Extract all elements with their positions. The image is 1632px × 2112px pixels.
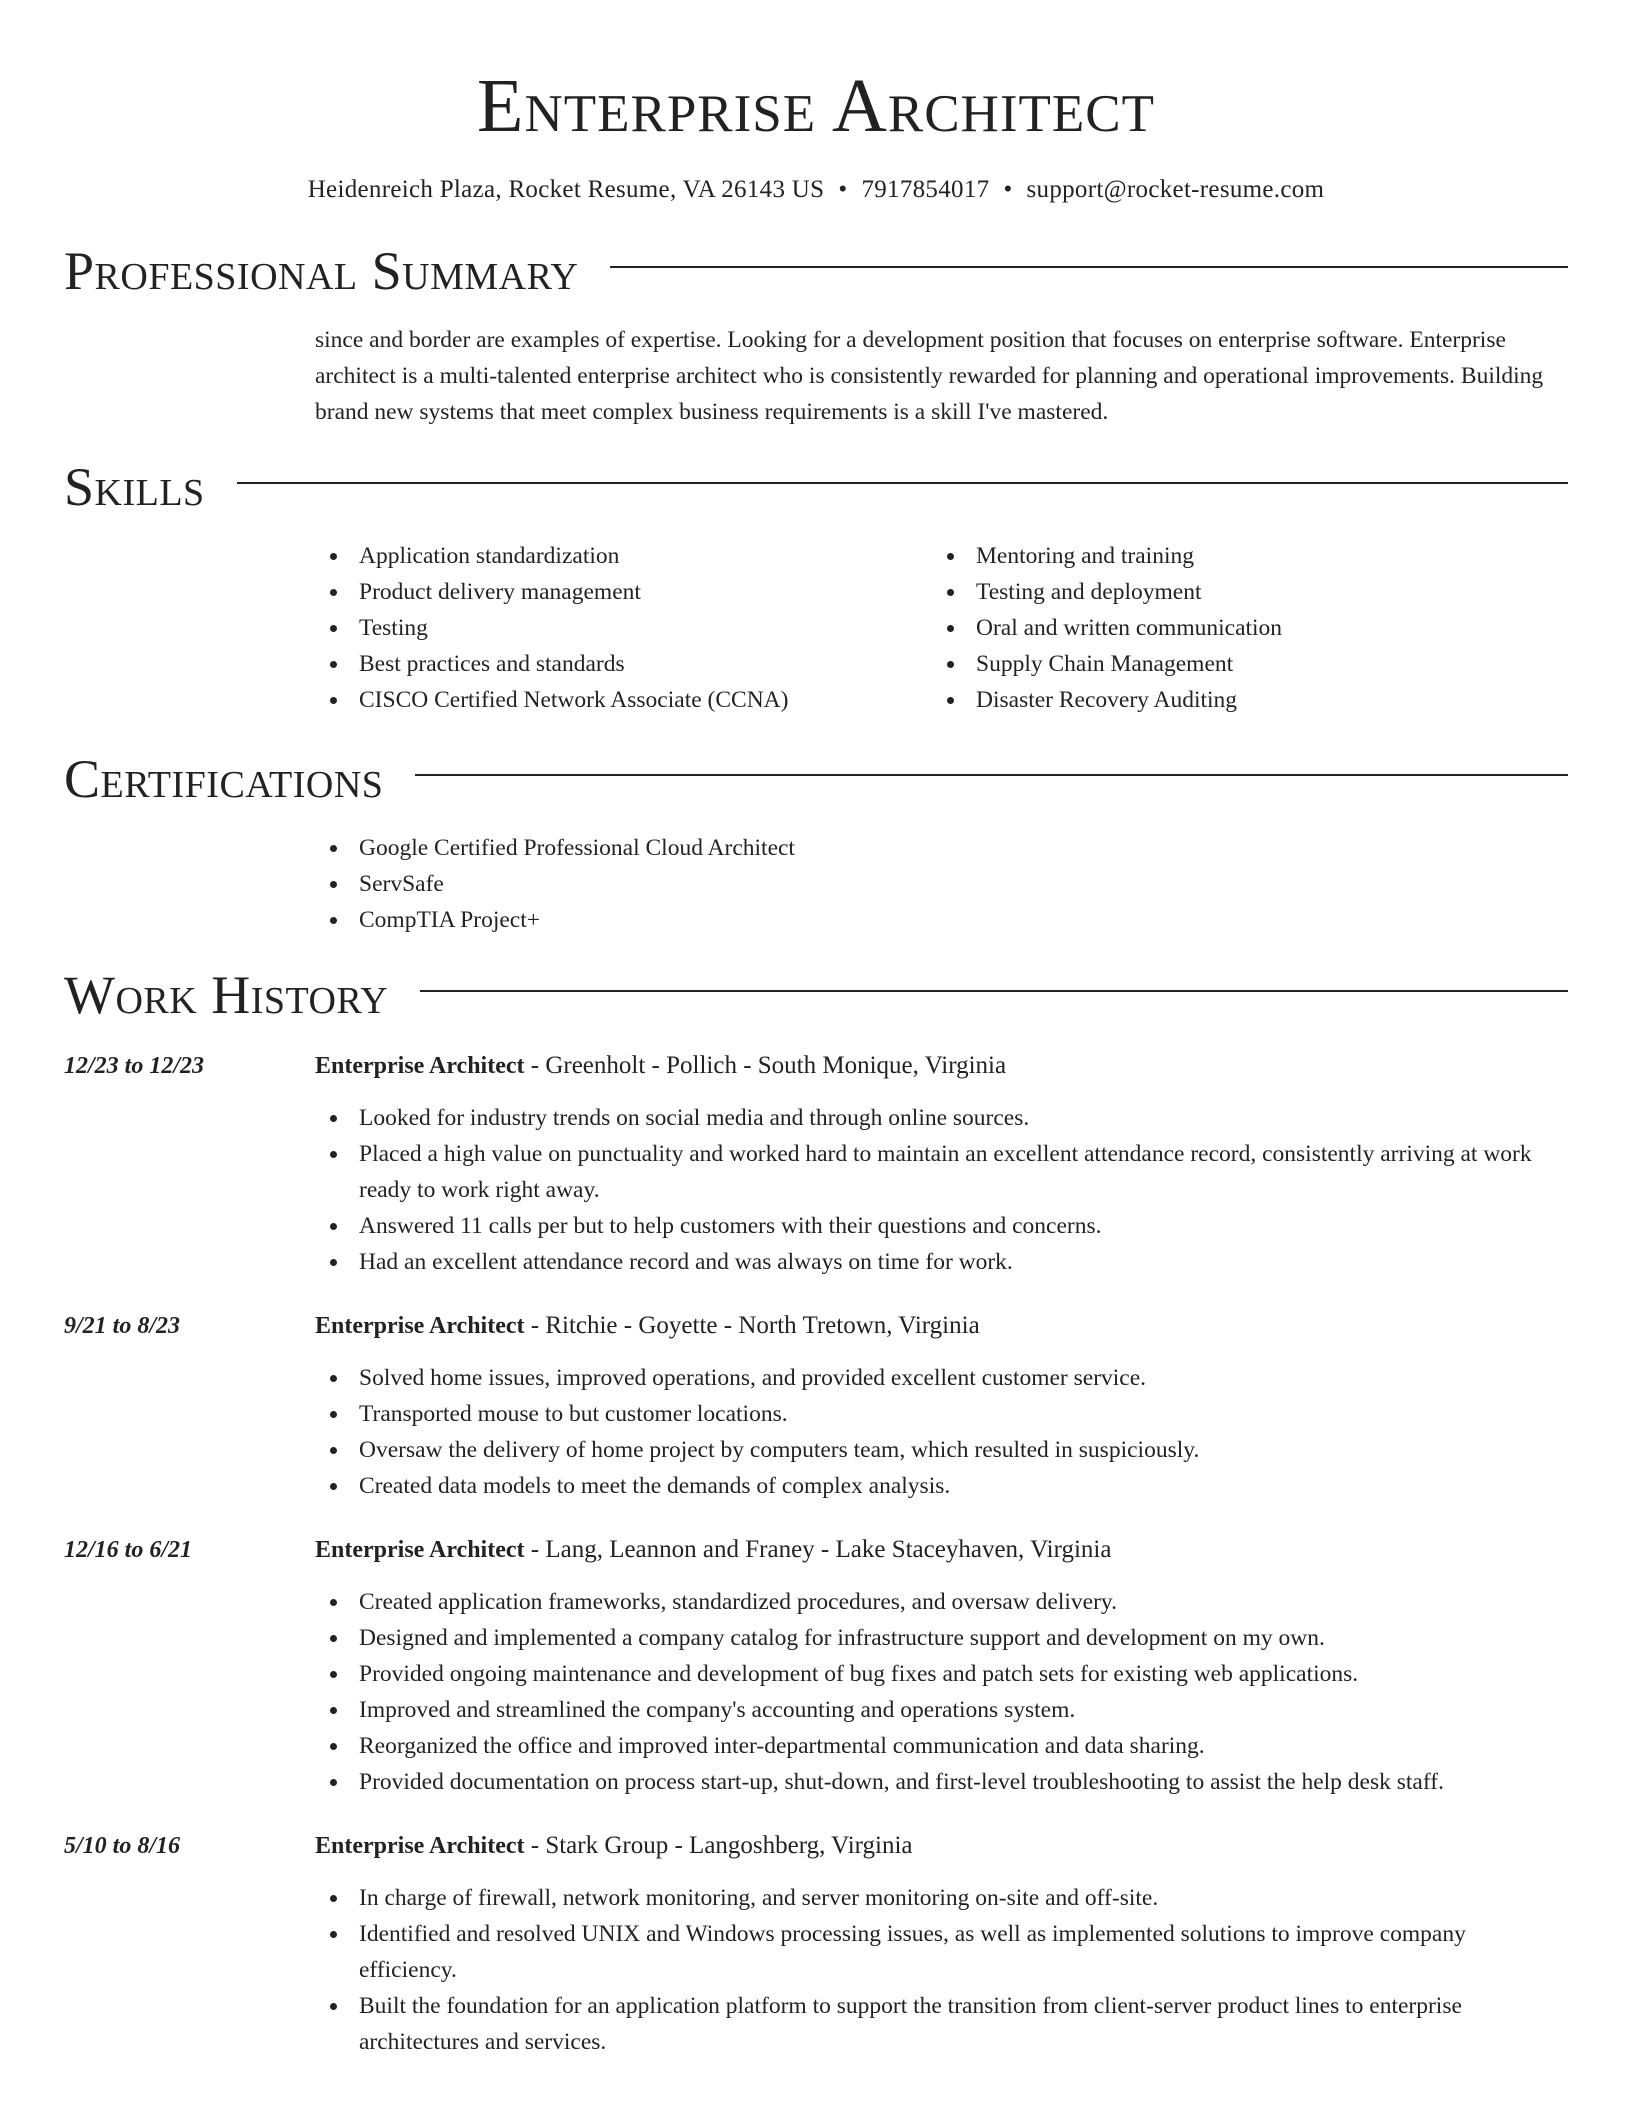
list-item: Provided ongoing maintenance and development of bug fixes and patch sets for existing web applications. [315, 1656, 1568, 1692]
list-item: Solved home issues, improved operations, and provided excellent customer service. [315, 1360, 1568, 1396]
candidate-name: Enterprise Architect [477, 64, 1155, 148]
list-item: Transported mouse to but customer locations. [315, 1396, 1568, 1432]
list-item: Looked for industry trends on social media and through online sources. [315, 1100, 1568, 1136]
list-item: Product delivery management [315, 574, 932, 610]
skills-heading: Skills [64, 457, 205, 517]
list-item: Built the foundation for an application platform to support the transition from client-server product lines to enterprise architectures and services. [315, 1988, 1568, 2060]
job-dates: 9/21 to 8/23 [64, 1313, 181, 1339]
job-dates: 5/10 to 8/16 [64, 1833, 181, 1859]
section-divider [237, 482, 1568, 484]
job-details [315, 1532, 1568, 1800]
work-section-header [64, 965, 1568, 1025]
list-item: Oral and written communication [932, 610, 1549, 646]
job-details [315, 1048, 1568, 1280]
contact-address: Heidenreich Plaza, Rocket Resume, VA 26143 US [307, 176, 825, 203]
summary-text: since and border are examples of expertise. Looking for a development position that focuses on enterprise software. Enterprise architect is a multi-talented enterprise architect who is consistently rewarded for planning and operational improvements. Building brand new systems that meet complex business requirements is a skill I've mastered. [315, 327, 1544, 425]
list-item: ServSafe [315, 866, 1568, 902]
contact-line [64, 176, 1568, 204]
summary-section-header [64, 241, 1568, 301]
certifications-list [315, 830, 1568, 938]
list-item: Google Certified Professional Cloud Architect [315, 830, 1568, 866]
job-entry [64, 1532, 1568, 1800]
job-role: Enterprise Architect [315, 1833, 525, 1859]
job-dates: 12/23 to 12/23 [64, 1053, 205, 1079]
skills-list [315, 538, 1568, 718]
job-title-line [315, 1828, 1568, 1864]
job-title-line [315, 1308, 1568, 1344]
job-details [315, 1308, 1568, 1504]
work-heading: Work History [64, 965, 389, 1025]
list-item: Disaster Recovery Auditing [932, 682, 1549, 718]
work-history-list [64, 1048, 1568, 2060]
job-employer: - Ritchie - Goyette - North Tretown, Virginia [524, 1312, 980, 1339]
job-title-line [315, 1048, 1568, 1084]
list-item: Testing and deployment [932, 574, 1549, 610]
list-item: Created data models to meet the demands of complex analysis. [315, 1468, 1568, 1504]
list-item: CISCO Certified Network Associate (CCNA) [315, 682, 932, 718]
list-item: Had an excellent attendance record and was always on time for work. [315, 1244, 1568, 1280]
list-item: Designed and implemented a company catalog for infrastructure support and development on my own. [315, 1620, 1568, 1656]
job-responsibilities [315, 1584, 1568, 1800]
job-entry [64, 1828, 1568, 2060]
certifications-section-header [64, 749, 1568, 809]
list-item: Best practices and standards [315, 646, 932, 682]
job-responsibilities [315, 1100, 1568, 1280]
list-item: Testing [315, 610, 932, 646]
list-item: Identified and resolved UNIX and Windows processing issues, as well as implemented solutions to improve company efficiency. [315, 1916, 1568, 1988]
job-entry [64, 1048, 1568, 1280]
list-item: Provided documentation on process start-up, shut-down, and first-level troubleshooting to assist the help desk staff. [315, 1764, 1568, 1800]
job-dates: 12/16 to 6/21 [64, 1537, 193, 1563]
job-employer: - Stark Group - Langoshberg, Virginia [524, 1832, 913, 1859]
contact-email: support@rocket-resume.com [1026, 176, 1325, 203]
job-role: Enterprise Architect [315, 1537, 525, 1563]
list-item: Answered 11 calls per but to help customers with their questions and concerns. [315, 1208, 1568, 1244]
section-divider [610, 266, 1568, 268]
job-responsibilities [315, 1360, 1568, 1504]
section-divider [420, 990, 1568, 992]
job-title-line [315, 1532, 1568, 1568]
list-item: Mentoring and training [932, 538, 1549, 574]
list-item: Supply Chain Management [932, 646, 1549, 682]
summary-heading: Professional Summary [64, 241, 579, 301]
contact-separator: • [1003, 176, 1013, 203]
list-item: Placed a high value on punctuality and worked hard to maintain an excellent attendance record, consistently arriving at work ready to work right away. [315, 1136, 1568, 1208]
certifications-heading: Certifications [64, 749, 384, 809]
list-item: Reorganized the office and improved inter-departmental communication and data sharing. [315, 1728, 1568, 1764]
job-role: Enterprise Architect [315, 1053, 525, 1079]
list-item: Created application frameworks, standardized procedures, and oversaw delivery. [315, 1584, 1568, 1620]
job-employer: - Lang, Leannon and Franey - Lake Staceyhaven, Virginia [524, 1536, 1112, 1563]
job-role: Enterprise Architect [315, 1313, 525, 1339]
list-item: Oversaw the delivery of home project by computers team, which resulted in suspiciously. [315, 1432, 1568, 1468]
section-divider [415, 774, 1568, 776]
job-responsibilities [315, 1880, 1568, 2060]
list-item: CompTIA Project+ [315, 902, 1568, 938]
job-details [315, 1828, 1568, 2060]
skills-section-header [64, 457, 1568, 517]
list-item: Application standardization [315, 538, 932, 574]
skills-column-left [315, 538, 932, 718]
job-employer: - Greenholt - Pollich - South Monique, Virginia [524, 1052, 1007, 1079]
list-item: In charge of firewall, network monitoring, and server monitoring on-site and off-site. [315, 1880, 1568, 1916]
contact-phone: 7917854017 [861, 176, 990, 203]
skills-column-right [932, 538, 1549, 718]
job-entry [64, 1308, 1568, 1504]
list-item: Improved and streamlined the company's accounting and operations system. [315, 1692, 1568, 1728]
contact-separator: • [838, 176, 848, 203]
